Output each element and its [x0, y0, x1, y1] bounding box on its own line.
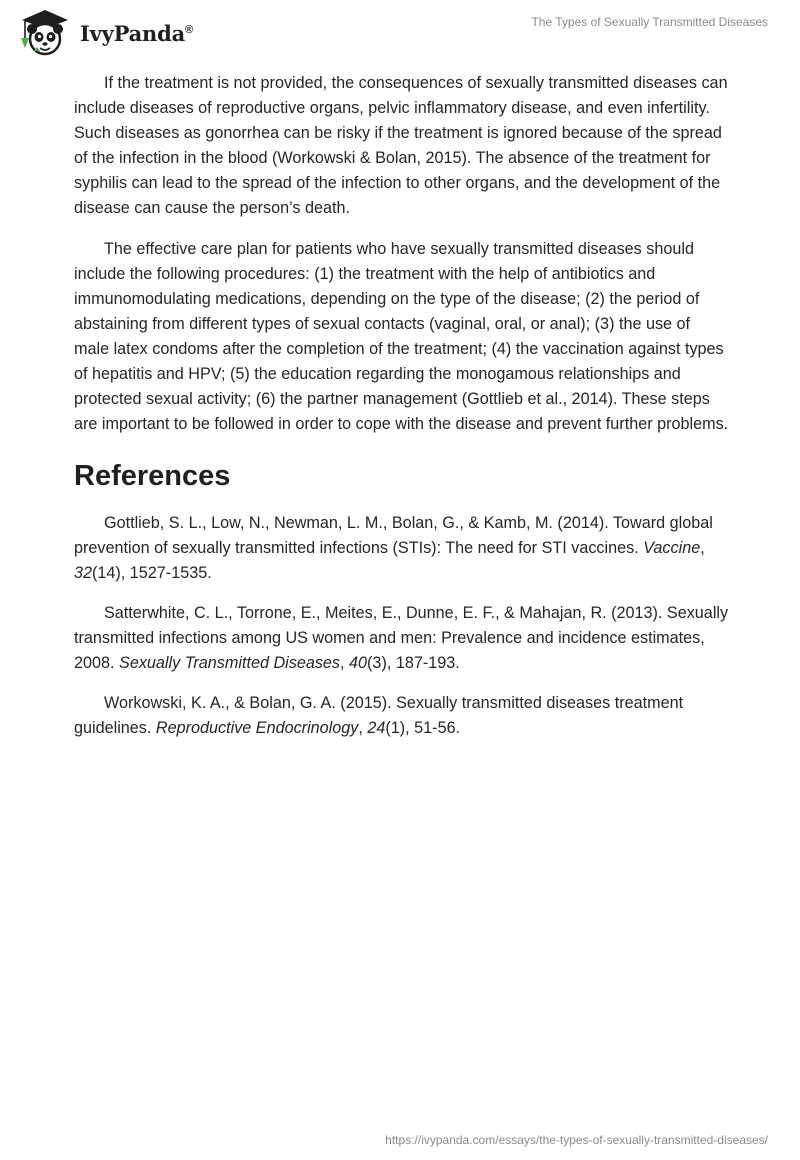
body-paragraph: If the treatment is not provided, the consequences of sexually transmitted diseases can include diseases of reproductive organs, pelvic inflammatory disease, and even infertility. Such diseases as gonorrhea can be risky if the treatment is ignored because of the spread of the infection in the blood (Workowski & Bolan, 2015). The absence of the treatment for syphilis can lead to the spread of the infection to other organs, and the development of the disease can cause the person’s death.	[74, 74, 728, 217]
reference-citation: Satterwhite, C. L., Torrone, E., Meites, E., Dunne, E. F., & Mahajan, R. (2013). Sexually transmitted infections among US women and men: Prevalence and incidence estimates, 2008.	[74, 603, 729, 672]
registered-mark: ®	[185, 23, 193, 36]
brand-logo[interactable]	[14, 8, 193, 56]
reference-item	[74, 691, 729, 741]
reference-journal: Reproductive Endocrinology	[155, 718, 359, 737]
source-url-link[interactable]: https://ivypanda.com/essays/the-types-of-sexually-transmitted-diseases/	[385, 1133, 768, 1147]
reference-volume: 40	[349, 653, 368, 672]
panda-graduation-icon	[14, 8, 74, 56]
reference-item	[74, 601, 729, 676]
reference-pages: (1), 51-56.	[385, 718, 461, 737]
reference-item	[74, 511, 729, 586]
brand-name: IvyPanda®	[80, 20, 193, 46]
reference-volume: 32	[74, 563, 93, 582]
reference-journal: Sexually Transmitted Diseases	[119, 653, 341, 672]
reference-separator: ,	[358, 718, 368, 737]
document-body	[74, 71, 729, 756]
reference-journal: Vaccine	[643, 538, 701, 557]
running-title: The Types of Sexually Transmitted Diseases	[531, 15, 768, 29]
reference-pages: (14), 1527-1535.	[92, 563, 212, 582]
reference-separator: ,	[700, 538, 705, 557]
reference-citation: Gottlieb, S. L., Low, N., Newman, L. M., Bolan, G., & Kamb, M. (2014). Toward global prevention of sexually transmitted infections (STIs): The need for STI vaccines.	[74, 513, 713, 557]
reference-volume: 24	[367, 718, 386, 737]
references-heading: References	[74, 459, 231, 492]
reference-citation: Workowski, K. A., & Bolan, G. A. (2015). Sexually transmitted diseases treatment guidelines.	[74, 693, 684, 737]
reference-separator: ,	[340, 653, 350, 672]
reference-pages: (3), 187-193.	[367, 653, 460, 672]
body-paragraph: The effective care plan for patients who have sexually transmitted diseases should include the following procedures: (1) the treatment with the help of antibiotics and immunomodulating medications, depending on the type of the disease; (2) the period of abstaining from different types of sexual contacts (vaginal, oral, or anal); (3) the use of male latex condoms after the completion of the treatment; (4) the vaccination against types of hepatitis and HPV; (5) the education regarding the monogamous relationships and protected sexual activity; (6) the partner management (Gottlieb et al., 2014). These steps are important to be followed in order to cope with the disease and prevent further problems.	[74, 240, 729, 433]
